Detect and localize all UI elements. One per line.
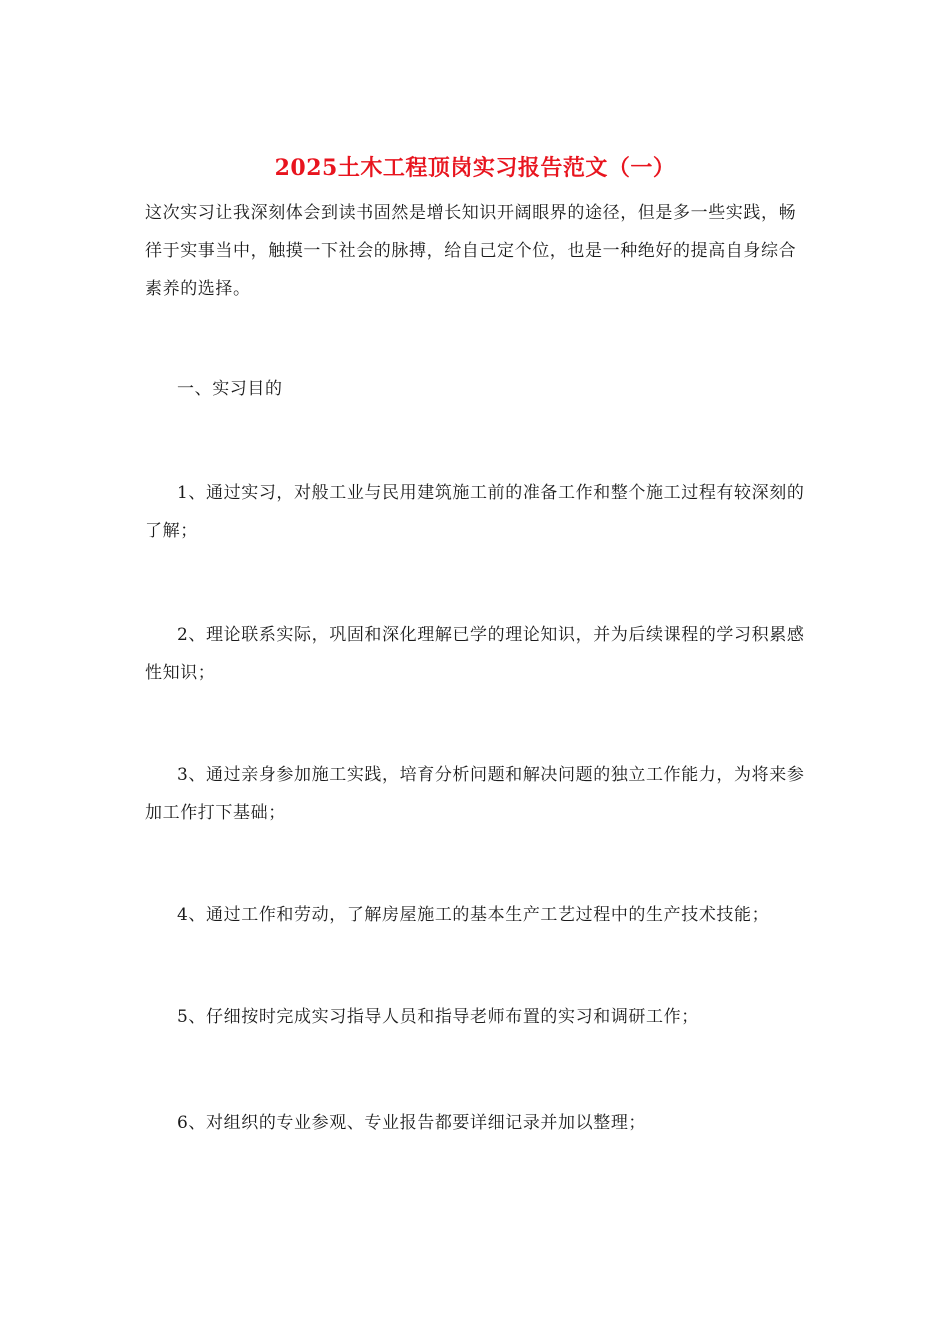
section-heading: 一、实习目的	[177, 379, 283, 399]
list-item: 1、通过实习，对般工业与民用建筑施工前的准备工作和整个施工过程有较深刻的了解；	[145, 483, 805, 541]
list-item: 5、仔细按时完成实习指导人员和指导老师布置的实习和调研工作；	[177, 1007, 699, 1027]
list-item: 6、对组织的专业参观、专业报告都要详细记录并加以整理；	[177, 1113, 647, 1133]
list-item: 2、理论联系实际，巩固和深化理解已学的理论知识，并为后续课程的学习积累感性知识；	[145, 625, 805, 683]
document-title: 2025土木工程顶岗实习报告范文（一）	[274, 155, 676, 181]
intro-paragraph: 这次实习让我深刻体会到读书固然是增长知识开阔眼界的途径，但是多一些实践，畅徉于实事当中，触摸一下社会的脉搏，给自己定个位，也是一种绝好的提高自身综合素养的选择。	[145, 203, 797, 299]
list-item: 3、通过亲身参加施工实践，培育分析问题和解决问题的独立工作能力，为将来参加工作打下基础；	[145, 765, 805, 823]
list-item: 4、通过工作和劳动，了解房屋施工的基本生产工艺过程中的生产技术技能；	[177, 905, 770, 925]
